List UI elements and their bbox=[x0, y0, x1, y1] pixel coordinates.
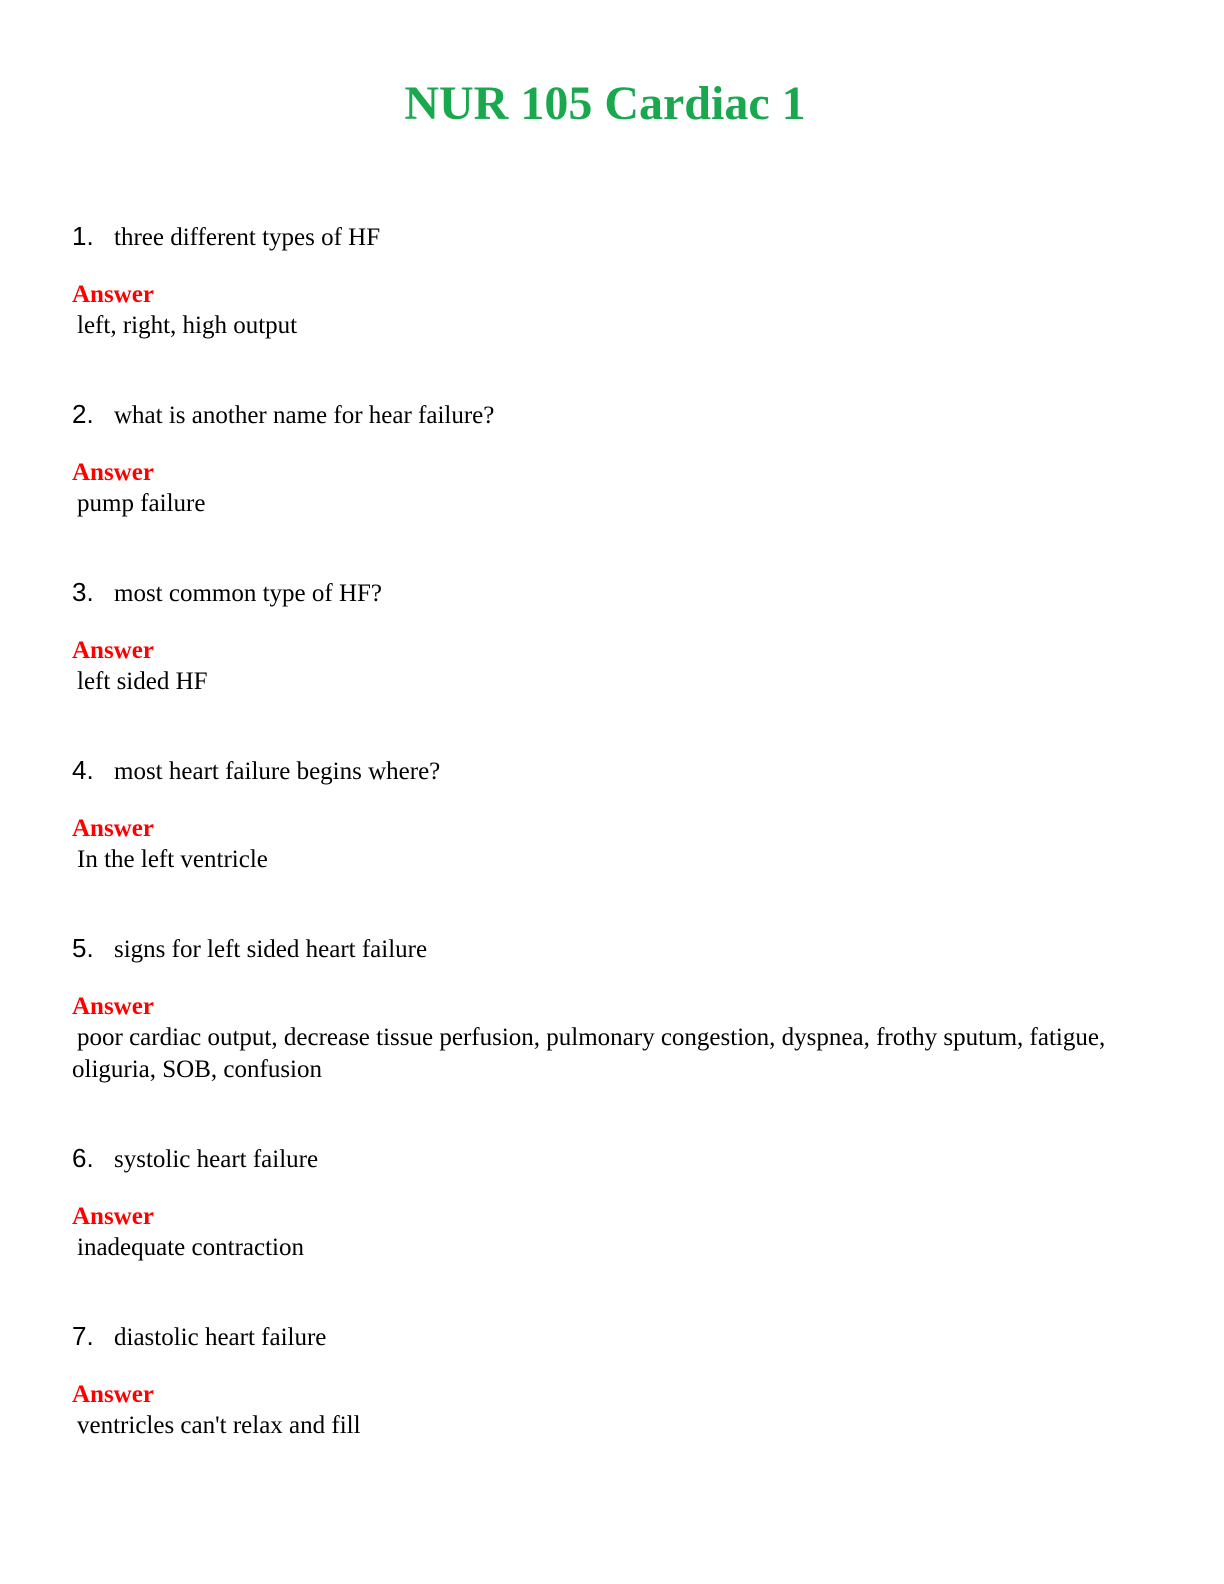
question-row bbox=[72, 218, 1152, 254]
answer-text: left, right, high output bbox=[77, 312, 298, 339]
question-text: signs for left sided heart failure bbox=[114, 936, 428, 963]
question-text: most heart failure begins where? bbox=[114, 758, 441, 785]
answer-label: Answer bbox=[72, 459, 154, 486]
question-number: 5. bbox=[72, 933, 94, 963]
answer-label: Answer bbox=[72, 281, 154, 308]
question-text: systolic heart failure bbox=[114, 1146, 319, 1173]
question-number: 7. bbox=[72, 1321, 94, 1351]
answer-label: Answer bbox=[72, 1381, 154, 1408]
question-row bbox=[72, 396, 1152, 432]
answer-text: pump failure bbox=[77, 490, 206, 517]
question-text: three different types of HF bbox=[114, 224, 381, 251]
question-text: most common type of HF? bbox=[114, 580, 383, 607]
answer-text: inadequate contraction bbox=[77, 1234, 304, 1261]
question-number: 4. bbox=[72, 755, 94, 785]
qa-item-4 bbox=[72, 752, 1152, 876]
answer-label: Answer bbox=[72, 1203, 154, 1230]
question-text: what is another name for hear failure? bbox=[114, 402, 495, 429]
answer-label: Answer bbox=[72, 993, 154, 1020]
page-title: NUR 105 Cardiac 1 bbox=[404, 77, 806, 130]
answer-label: Answer bbox=[72, 637, 154, 664]
qa-item-5 bbox=[72, 930, 1152, 1086]
question-row bbox=[72, 1318, 1152, 1354]
answer-text: left sided HF bbox=[77, 668, 208, 695]
qa-item-3 bbox=[72, 574, 1152, 698]
question-row bbox=[72, 930, 1152, 966]
answer-text: poor cardiac output, decrease tissue perfusion, pulmonary congestion, dyspnea, frothy sputum, fatigue, oliguria, SOB, confusion bbox=[72, 1024, 1106, 1083]
question-number: 6. bbox=[72, 1143, 94, 1173]
qa-item-7 bbox=[72, 1318, 1152, 1442]
answer-text: In the left ventricle bbox=[77, 846, 268, 873]
question-text: diastolic heart failure bbox=[114, 1324, 327, 1351]
question-row bbox=[72, 574, 1152, 610]
question-row bbox=[72, 1140, 1152, 1176]
question-number: 1. bbox=[72, 221, 94, 251]
qa-item-1 bbox=[72, 218, 1152, 342]
qa-item-2 bbox=[72, 396, 1152, 520]
answer-text: ventricles can't relax and fill bbox=[77, 1412, 361, 1439]
qa-item-6 bbox=[72, 1140, 1152, 1264]
question-number: 2. bbox=[72, 399, 94, 429]
question-row bbox=[72, 752, 1152, 788]
answer-label: Answer bbox=[72, 815, 154, 842]
question-number: 3. bbox=[72, 577, 94, 607]
